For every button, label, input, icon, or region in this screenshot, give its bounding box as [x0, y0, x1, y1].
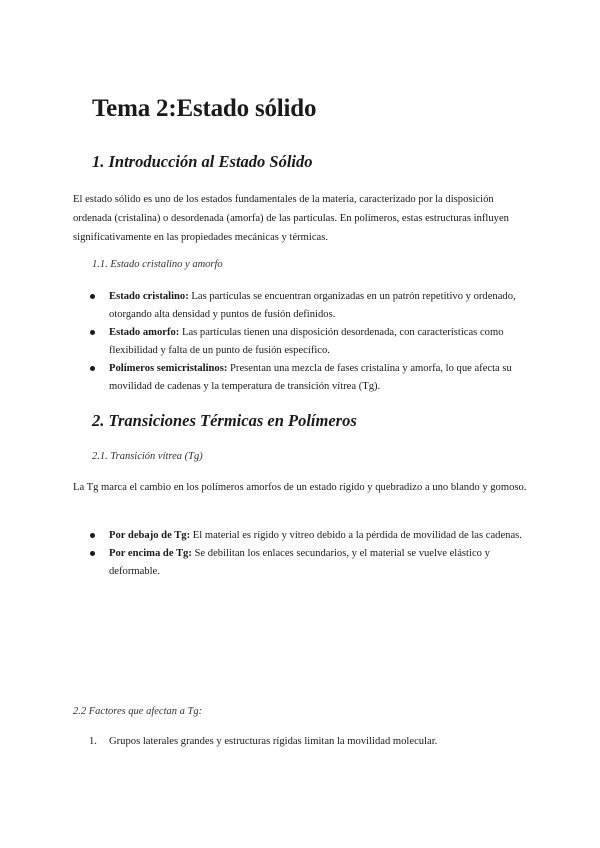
bullet-text: Se debilitan los enlaces secundarios, y el material se vuelve elástico y deformable. [109, 548, 490, 577]
bullet-icon [90, 533, 95, 538]
section-2-heading: 2. Transiciones Térmicas en Polímeros [92, 411, 357, 430]
bullet-text: Las partículas tienen una disposición desordenada, con características como flexibilidad y falta de un punto de fusión específico. [109, 327, 504, 356]
bullet-term: Polímeros semicristalinos: [109, 363, 228, 374]
section-1-intro: El estado sólido es uno de los estados fundamentales de la materia, caracterizado por la disposición ordenada (cristalina) o desordenada (amorfa) de las partículas. En polímeros, estas estructuras influyen significativamente en las propiedades mecánicas y térmicas. [73, 194, 509, 243]
bullet-text: Presentan una mezcla de fases cristalina y amorfa, lo que afecta su movilidad de cadenas y la temperatura de transición vítrea (Tg). [109, 363, 512, 392]
section-2-intro: La Tg marca el cambio en los polímeros amorfos de un estado rígido y quebradizo a uno blando y gomoso. [73, 482, 527, 493]
bullet-icon [90, 294, 95, 299]
bullet-term: Por encima de Tg: [109, 548, 192, 559]
bullet-text: Las partículas se encuentran organizadas en un patrón repetitivo y ordenado, otorgando alta densidad y puntos de fusión definidos. [109, 291, 516, 320]
list-item [73, 527, 533, 545]
subsection-2-2-heading: 2.2 Factores que afectan a Tg: [73, 706, 203, 717]
bullet-icon [90, 551, 95, 556]
bullet-term: Por debajo de Tg: [109, 530, 191, 541]
list-number: 1. [89, 736, 97, 747]
section-2-bullet-list [73, 527, 533, 581]
subsection-1-1-heading: 1.1. Estado cristalino y amorfo [92, 259, 223, 270]
list-item [73, 545, 533, 581]
bullet-term: Estado amorfo: [109, 327, 180, 338]
page-title: Tema 2:Estado sólido [92, 95, 317, 122]
section-1-heading: 1. Introducción al Estado Sólido [92, 152, 313, 171]
bullet-term: Estado cristalino: [109, 291, 189, 302]
list-item [73, 360, 533, 396]
subsection-2-1-heading: 2.1. Transición vítrea (Tg) [92, 451, 203, 462]
list-item [73, 324, 533, 360]
section-1-bullet-list [73, 288, 533, 396]
bullet-text: El material es rígido y vítreo debido a la pérdida de movilidad de las cadenas. [190, 530, 522, 541]
section-2-numbered-list [73, 733, 533, 751]
list-text: Grupos laterales grandes y estructuras rígidas limitan la movilidad molecular. [109, 736, 438, 747]
list-item [73, 288, 533, 324]
bullet-icon [90, 330, 95, 335]
list-item [73, 733, 533, 751]
bullet-icon [90, 366, 95, 371]
